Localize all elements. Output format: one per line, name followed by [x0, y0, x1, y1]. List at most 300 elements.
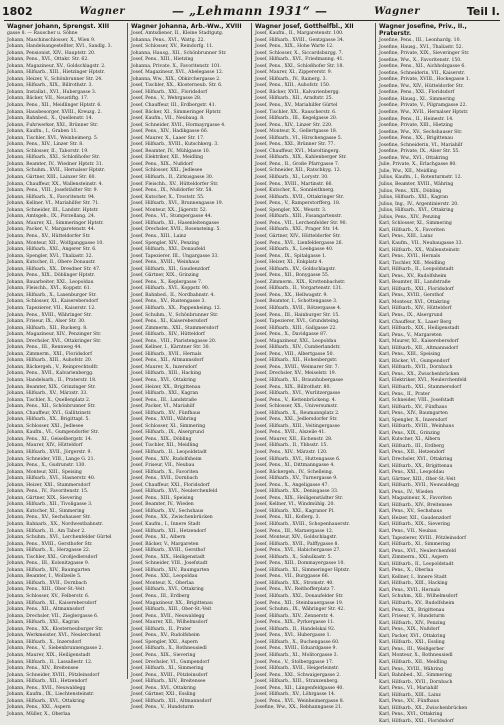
- directory-entry: Josef, Hilfsarb., XV., Sechshaus: [131, 508, 204, 514]
- directory-entry: Johann, Gärtner, XIX., Sievering: [7, 495, 82, 501]
- directory-entry: Josef, Hilfsarb., X., Favoriten: [131, 469, 199, 475]
- directory-entry: Johann, Bäcker, VII., Neustiftg. 17.: [7, 96, 89, 102]
- directory-entry: Josef, Pens., VI., Stumpergasse 44.: [131, 214, 212, 220]
- directory-entry: Josef, Hilfsarb., XIV., Baumgarten: [131, 567, 210, 573]
- directory-entry: Johann, Fuhrwerker, XXI., Brünner Str.: [7, 122, 99, 128]
- directory-entry: Josef, Pens., XVI., Lienfeldergasse 26.: [255, 240, 344, 246]
- directory-entry: Karl, Pens., XII., Hetzendorf: [379, 450, 445, 456]
- directory-entry: Johann, Pens., III., Rennweg 44.: [7, 345, 82, 351]
- directory-entry: Johann, Bahnbed., X., Quellenstr. 14.: [7, 116, 93, 122]
- directory-entry: Josef, Beamter, IV., Wieden: [131, 502, 194, 508]
- directory-entry: Johann, Tischler, XVI., Weinheimerg. 5.: [7, 135, 99, 141]
- directory-entry: Josef, Tischler, XX., Klosterneub. Str. 6.: [131, 83, 223, 89]
- directory-entry: Johann, Magazineur, XV., Goldschlagstr. 2.: [7, 63, 106, 69]
- directory-entry: Johann, Hilfsarb., XXI., Angerer Str. 6.: [7, 247, 97, 253]
- directory-entry: Johann, Pens., III., Kolonitzgasse 9.: [7, 561, 90, 567]
- directory-entry: Josef, Pens., V., Wehrgasse 28.: [131, 96, 202, 102]
- directory-entry: Karl, Pens., XV., Rudolfsheim: [379, 273, 447, 279]
- directory-entry: Johann, Schlosser, II., Taborstr. 19.: [7, 148, 89, 154]
- directory-entry: Josef, Monteur, XX., Jägerstr. 52.: [131, 207, 208, 213]
- directory-entry: Josef, Schuhm., IX., Währinger Str. 42.: [255, 607, 345, 613]
- directory-entry: Johann, Pens., V., Siebenbrunnengasse 2.: [7, 646, 103, 652]
- directory-entry: Josef, Pens., XXI., Leopoldau: [131, 574, 198, 580]
- directory-entry: Johann, Hilfsarb., XX., Brigittapl. 5.: [7, 417, 90, 423]
- directory-entry: Josef, Pens., XII., Koflerg. 3.: [255, 515, 321, 521]
- directory-entry: Josef, Pens., XVII., Alszeile 41.: [255, 430, 326, 436]
- directory-entry: Josefine, Schneiderin, VI., Mariahilf: [379, 142, 463, 148]
- directory-entry: Karl, Tapezierer, XVIII., Pötzleinsdorf: [379, 535, 466, 541]
- directory-entry: Johann, Kellner, VI., Mariahilfer Str. 71.: [7, 201, 100, 207]
- directory-entry: Josef, Kellner, VI., Windmühlg. 20.: [255, 502, 335, 508]
- directory-entry: Karl, Hilfsarb., XIV., Penzing: [379, 620, 446, 626]
- directory-entry: Johann, Hilfsarb., XII., Ruckerg. 8.: [7, 325, 88, 331]
- directory-entry: Josef, Hilfsarb., XV., Löhrgasse 14.: [255, 692, 336, 698]
- directory-entry: Josef, Hilfsarb., XII., Hetzendorf: [131, 528, 206, 534]
- directory-entry: Johann, Friseur, IX., Alser Str. 30.: [7, 319, 86, 325]
- directory-entry: Josef, Hilfsarb., X., Buchengasse 60.: [255, 639, 340, 645]
- directory-entry: Josef, Gärtner, XXI., Essling: [131, 692, 196, 698]
- directory-entry: Josef, Hilfsarb., XV., Turnergasse 9.: [255, 476, 338, 482]
- directory-entry: Josef, Pens., XVIII., Weimarer Str. 7.: [255, 364, 340, 370]
- directory-entry: Josef, Chauffeur, XVI., Maroltingerg.: [255, 148, 341, 154]
- directory-entry: Karl, Hilfsarb., XIX., Sievering: [379, 522, 450, 528]
- directory-entry: Josef, Kaufm., I., Innere Stadt: [131, 522, 201, 528]
- directory-entry: Johann, Pens., XIV., Breitensee: [7, 666, 79, 672]
- directory-entry: Josef, Pens., XVI., Ottakring: [131, 685, 196, 691]
- directory-entry: Johann, Hilfsarb., XVII., Jörgerstr. 9.: [7, 450, 92, 455]
- directory-entry: Johann, Pens., XI., Geiselbergstr. 14.: [7, 436, 93, 442]
- directory-entry: Josef, Pens., VIII., Piaristengasse 20.: [131, 338, 217, 344]
- directory-entry: Karl, Pens., XX., Zwischenbrücken: [379, 371, 460, 377]
- directory-entry: Josef, Gärtner, XIX., Grinzing: [131, 273, 199, 279]
- directory-entry: Josef, Pens., XVI., Habichergasse 27.: [255, 548, 341, 554]
- directory-entry: Josef, Hilfsarb., XI., Molitorgasse 3.: [255, 652, 339, 658]
- directory-entry: Karl, Hilfsarb., XI., Simmering: [379, 542, 451, 548]
- directory-entry: Josef, Kutscher, X., Sonnleithnerg.: [255, 188, 335, 194]
- directory-entry: Josef, Hilfsarb., II., Handelskai 92.: [255, 626, 336, 632]
- directory-entry: Johann, Pens., XII., Altmannsdorf: [7, 607, 85, 613]
- directory-entry: Karl, Pens., V., Margareten: [379, 332, 442, 338]
- directory-entry: Josef, Pens., VII., Lerchenfelder Str. 90.: [255, 220, 348, 226]
- directory-entry: Johann, Schuhm., XVI., Lerchenfelder Gürtel: [7, 535, 112, 541]
- directory-entry: Josef, Drechsler, XVII., Rosensteing. 5.: [131, 227, 221, 233]
- column-head: Wagner Josef, Gotthelfbl., XII: [255, 23, 354, 30]
- directory-entry: Johanna, Hausg., XII., Schönbrunner Str.: [131, 50, 227, 56]
- directory-entry: Johann, Hilfsarb., XIV., Baumgarten: [7, 567, 91, 573]
- directory-entry: Josef, Pens., XX., Zwischenbrücken: [131, 515, 213, 521]
- directory-entry: Johann, Kutscher, XI., Simmering: [7, 508, 85, 514]
- directory-entry: Johann, Heizer, XXI., Stammersdorf: [7, 482, 91, 488]
- directory-entry: Johann, Schneider, VIII., Lange G. 21.: [7, 456, 95, 462]
- directory-entry: Josef, Hilfsarb., XVIII., Gentzgasse 34.: [255, 37, 345, 43]
- directory-entry: Karl, Schuhm., XII., Wilhelmsdorf: [379, 594, 458, 600]
- directory-entry: Josefine, Pens., XXI., Floridsdorf: [379, 90, 455, 96]
- directory-entry: Karl, Pens., VII., Neubau: [379, 529, 437, 535]
- directory-entry: Josef, Pens., XXI., Schloßhofer Str. 18.: [255, 63, 344, 69]
- directory-entry: Josef, Spengler, XIV., Penzing: [131, 240, 199, 246]
- directory-entry: Karl, Hilfsarb., XII., Meidling: [379, 659, 447, 665]
- directory-entry: Josef, Pens., III., Landstraße: [131, 397, 197, 403]
- directory-entry: Josef, Hilfsarb., XVII., Rötzergasse 4.: [255, 305, 342, 311]
- directory-entry: Josef, Schlosser, XX., Universumstr.: [255, 404, 338, 410]
- directory-entry: Johann, Kaufm., I., Graben 11.: [7, 129, 78, 135]
- directory-entry: Josef, Magazineur, XVI., Abelegasse 12.: [131, 70, 224, 76]
- directory-entry: Josef, Pens., XVII., Neuwaldegg: [131, 613, 205, 619]
- directory-entry: Johann, Hilfsarb., XV., Märzstr. 33.: [7, 391, 88, 397]
- directory-entry: Johann, Müller, X., Oberlaa: [7, 711, 71, 717]
- column-4: [376, 23, 500, 724]
- directory-entry: Johann, Pens., XVII., Kalvarienbergg.: [7, 371, 94, 377]
- directory-entry: Karl, Hilfsarb., XVII., Dornbach: [379, 365, 453, 371]
- directory-entry: Josef, Hilfsarb., XVIII., Schopenhauerstr.: [255, 522, 350, 528]
- directory-entry: Karl, Kutscher, XI., Albern: [379, 437, 441, 443]
- directory-entry: Josef, Pens., XIX., Döbling: [131, 436, 192, 442]
- directory-entry: Josef, Tapezierer, III., Ungargasse 33.: [131, 253, 219, 259]
- directory-entry: Josef, Hilfsarb., XVI., Huttengasse 6.: [255, 456, 341, 462]
- directory-entry: Josef, Pens., X., Davidgasse 87.: [255, 332, 328, 338]
- directory-entry: Johann, Hilfsarb., XII., Hetzendorf: [7, 679, 87, 685]
- directory-entry: Johann, Hilfsarb., XXI., Kagran: [7, 620, 80, 626]
- directory-entry: Josef, Hilfsarb., XX., Denisgasse 33.: [255, 489, 339, 495]
- directory-entry: Josef, Pens., XIV., Rudolfsheim: [131, 456, 202, 462]
- directory-entry: Josef, Pens., XVII., Dornbach: [131, 476, 198, 482]
- directory-entry: Karl, Pens., XVII., Hernals: [379, 587, 441, 593]
- directory-entry: Josef, Pens., XVIII., Martinstr. 66.: [255, 181, 333, 187]
- directory-entry: Johann, Hilfsarb., X., Laxenburger Str.: [7, 292, 97, 298]
- directory-entry: Josef, Pens., XX., Hellwagstr. 9.: [255, 292, 328, 298]
- directory-entry: Josef, Bäcker, XI., Simmeringer Hptstr.: [131, 109, 222, 115]
- header-keyword-left: Wagner: [79, 5, 126, 17]
- directory-entry: Josefine, Pens., III., Leonhardg. 10.: [379, 38, 461, 43]
- directory-entry: Josef, Kaufm., II., Margaretenstr. 100.: [255, 31, 344, 36]
- directory-entry: Johann, Kutscher, II., Obere Donaustr.: [7, 260, 96, 266]
- directory-entry: Johann, Heizer, V., Schönbrunner Str. 24.: [7, 76, 103, 82]
- directory-entry: Josef, Tapezierer, XVI., Grundsteing.: [255, 319, 340, 325]
- directory-entry: Karl, Kellner, I., Innere Stadt: [379, 574, 447, 580]
- directory-entry: Johann, Pens., XIX., Döblinger Hptstr.: [7, 273, 95, 279]
- directory-entry: Josef, Pens., VIII., Albertgasse 50.: [255, 351, 334, 357]
- directory-entry: Johann, Kaufm., VI., Gumpendorfer Str.: [7, 430, 99, 436]
- directory-entry: Josef, Pens., IX., Spitalgasse 1.: [255, 253, 327, 259]
- directory-entry: Johann, Hilfsarb., XII., Tivoligasse 3.: [7, 502, 93, 508]
- directory-entry: Johann, Maurer, XIV., Hütteldorf: [7, 443, 83, 449]
- directory-entry: Josef, Hilfsarb., XII., Altmannsdorf: [131, 698, 212, 704]
- directory-entry: Josef, Hilfsarb., XVIII., Kutschkerg. 3.: [131, 142, 219, 148]
- directory-entry: Josefine, Ww., X., Favoritenstr. 150.: [379, 57, 462, 63]
- directory-entry: Josef, Hilfsarb., X., Rothneusiedl: [131, 646, 207, 652]
- directory-entry: Josef, Pens., XII., Steinbauergasse 19.: [255, 600, 344, 606]
- column-2: [128, 23, 252, 711]
- directory-entry: Karl, Hilfsarb., XVIII., Weinhaus: [379, 424, 454, 430]
- directory-entry: Josef, Pens., XVI., Weinheimergasse 8.: [255, 698, 345, 704]
- directory-entry: Karl, Hilfsarb., XIII., Hacking: [379, 581, 448, 587]
- directory-entry: Johann, Installat., XVI., Hubergasse 3.: [7, 89, 97, 95]
- directory-entry: Karl, Heizer, XII., Gaudenzdorf: [379, 515, 451, 521]
- directory-entry: Johann, Pens., VIII., Josefstädter Str. 9.: [7, 188, 99, 194]
- directory-entry: Josefine, Ww., XVI., Ottakring: [379, 155, 449, 161]
- directory-entry: Karl, Packer, XVI., Ottakring: [379, 633, 446, 639]
- directory-entry: Johann, Tapezierer, VII., Kaiserstr. 12.: [7, 305, 96, 311]
- directory-entry: Josef, Hilfsarb., XVI., Ottakring: [131, 587, 204, 593]
- directory-entry: Josef, Pens., XIV., Märzstr. 120.: [255, 450, 328, 455]
- column-head: Wagner Josefine, Priv., II., Praterstr.: [379, 23, 467, 37]
- directory-entry: Josef, Packer, VI., Mariahilf: [131, 404, 195, 410]
- directory-entry: Johann, Hilfsarb., XVII., Dornbach: [7, 580, 87, 586]
- directory-entry: Johann, Hilfsarb., II., Lassallestr. 12.: [7, 659, 93, 665]
- directory-entry: Karl, Pens., XIX., Nußdorf: [379, 627, 440, 633]
- directory-entry: Johann, Pens., XV., Hütteldorfer Str.: [7, 233, 91, 239]
- directory-entry: Karl, Pens., VI., Mariahilf: [379, 686, 439, 692]
- directory-entry: Josef, Heizer, XX., Brigittenau: [131, 384, 201, 390]
- directory-entry: Julius, Beamter, XVIII., Währing: [379, 182, 454, 188]
- directory-entry: Josef, Pens., XVI., Ottakring: [131, 377, 196, 383]
- directory-entry: Josef, Hilfsarb., VI., Hirschengasse 5.: [255, 135, 343, 141]
- directory-entry: Josef, Beamter, I., Schottengasse 3.: [255, 299, 338, 305]
- directory-entry: Karl, Pens., XIII., Speising: [379, 352, 441, 358]
- directory-entry: Josef, Pens., VII., Burggasse 66.: [255, 574, 330, 580]
- directory-entry: Karl, Bahnbed., XI., Simmering: [379, 673, 452, 679]
- directory-entry: Josefine, Ww., XIV., Hütteldorfer Str.: [379, 83, 464, 89]
- directory-entry: Josef, Friseur, VII., Neubau: [131, 463, 195, 469]
- directory-entry: Josef, Schlosser, XV., Reindorfg. 11.: [131, 44, 214, 50]
- directory-entry: Johanna, Pens., XVI., Wattg. 22.: [131, 37, 205, 43]
- directory-entry: Josef, Drechsler, XV., Meiselstr. 19.: [255, 371, 337, 377]
- page-header: [2, 2, 500, 20]
- directory-entry: Karl, Pens., XIII., Lainz: [379, 234, 433, 240]
- directory-entry: Josef, Pens., XI., Kaiserebersdorf: [131, 319, 208, 325]
- directory-entry: Josef, Hilfsarb., XXI., Floridsdorf: [131, 89, 208, 95]
- directory-entry: Josef, Pens., XII., Bonygasse 55.: [255, 273, 330, 279]
- page-title: — „Lehmann 1931“ —: [171, 4, 328, 18]
- directory-entry: Karl, Hilfsarb., XXI., Stammersdorf: [379, 384, 462, 390]
- directory-entry: Johann, Chauffeur, XVI., Gallitzinstr.: [7, 410, 92, 416]
- column-head: Wagner Johann, Sprengst. XIII: [7, 23, 110, 30]
- directory-entry: Johann, Pens., X., Gudrunstr. 130.: [7, 463, 86, 469]
- directory-entry: Karl, Monteur, X., Rothneusiedl: [379, 653, 453, 659]
- directory-entry: Johann, Schneider, XVIII., Pötzleinsdorf: [7, 672, 100, 678]
- directory-entry: Karl, Drechsler, XVI., Ottakring: [379, 457, 453, 462]
- directory-entry: Johann, Bauarbeiter, XXI., Leopoldau: [7, 279, 94, 285]
- directory-entry: Karl, Schlosser, XI., Simmering: [379, 221, 452, 227]
- columns-container: [4, 23, 500, 724]
- directory-entry: Karl, Tischler, XII., Meidling: [379, 260, 445, 266]
- directory-entry: Josef, Pens., XIX., Heiligenstädter Str.: [255, 495, 344, 501]
- directory-entry: Julius, Pens., XIX., Döbling: [379, 188, 442, 194]
- directory-entry: Josef, Hilfsarb., II., Zirkusgasse 30.: [131, 175, 214, 181]
- directory-entry: Karl, Pens., III., Weißgerber: [379, 646, 445, 652]
- directory-entry: Karl, Pens., X., Oberlaa: [379, 568, 434, 574]
- directory-entry: Josef, Hilfsarb., XI., Hasenleitengasse: [131, 220, 219, 226]
- directory-entry: Josef, Hilfsarb., XI., Braunhubergasse: [255, 377, 343, 383]
- directory-entry: Josef, Hilfsarb., XIII., Ober-St.-Veit: [131, 607, 212, 613]
- directory-entry: Karl, Pens., XIV., Baumgarten: [379, 411, 448, 417]
- directory-entry: Johann, Pens., XIV., Linzer Str. 8.: [7, 142, 84, 148]
- directory-entry: Josef, Pens., V., Ramperstorfferg. 18.: [255, 201, 341, 207]
- directory-entry: Johann, Amtsgeh., IX., Porzellang. 24.: [7, 214, 96, 220]
- directory-entry: Johann, Magazineur, XIV., Penzinger Str.: [7, 332, 102, 338]
- directory-entry: Karl, Elektriker, XVI., Neulerchenfeld: [379, 378, 467, 384]
- directory-entry: Josef, Pens., XII., Altmannsdorf: [131, 358, 204, 364]
- directory-entry: Josef, Monteur, X., Oberlaa: [131, 580, 194, 586]
- directory-entry: Johann, Bahnarb., XX., Nordwestbahnstr.: [7, 522, 104, 528]
- directory-entry: Josef, Hilfsarb., XIV., Hütteldorf: [131, 332, 205, 338]
- directory-entry: Josef, Amtsdiener, II., Kleine Stadtgutg.: [131, 31, 224, 36]
- directory-entry: Karl, Hilfsarb., XXI., Floridsdorf: [379, 718, 454, 724]
- directory-entry: Johann, Pens., XV., Sechshauser Str.: [7, 515, 91, 521]
- directory-entry: Johann, Pens., XII., Meidlinger Hptstr. 6.: [7, 103, 102, 109]
- directory-entry: Josef, Pens., XIX., Pyrkergasse 11.: [255, 620, 335, 626]
- directory-entry: Josef, Hilfsarb., XIII., Gallgasse 22.: [255, 325, 337, 331]
- directory-entry: Karl, Hilfsarb., XIX., Heiligenstadt: [379, 326, 460, 332]
- directory-entry: Karl, Pens., XVI., Neulerchenfeld: [379, 548, 456, 554]
- directory-entry: Johann, Packer, V., Margaretenstr. 44.: [7, 227, 96, 233]
- directory-entry: Karl, Chauffeur, X., Laaer Berg: [379, 319, 452, 325]
- directory-entry: Josef, Beamter, IV., Mühlgasse 10.: [131, 148, 211, 154]
- directory-entry: Josef, Hilfsarb., X., Sahulkastr. 5.: [255, 554, 333, 560]
- directory-entry: Johann, Hilfsarb., X., Herzgasse 22.: [7, 548, 91, 554]
- directory-entry: Karl, Hilfsarb., II., Leopoldstadt: [379, 267, 454, 273]
- header-keyword-right: Wagner: [374, 5, 420, 17]
- directory-entry: Josef, Magazineur, XX., Brigittenau: [131, 600, 213, 606]
- directory-entry: Julius, Pens., XIV., Penzing: [379, 214, 441, 220]
- directory-entry: Johann, Hilfsarb., XIII., Auhofstr. 20.: [7, 358, 93, 364]
- directory-entry: Karl, Hilfsarb., XXI., Floridsdorf: [379, 286, 454, 292]
- directory-entry: Josef, Pens., XVIII., Weinhaus: [131, 260, 200, 266]
- directory-entry: Josef, Bahnbed., II., Nordbahnstr. 4.: [131, 292, 215, 298]
- directory-entry: Josef, Hilfsarb., XIX., Kahlenberger Str.: [255, 155, 347, 161]
- directory-entry: Josef, Spengler, XX., Wexstr. 3.: [255, 207, 327, 213]
- directory-entry: Josef, Hilfsarb., IX., Alsergrund: [131, 430, 204, 436]
- directory-entry: Johann, Schuhm., XVII., Hernalser Hptstr.: [7, 168, 106, 174]
- directory-entry: Karl, Pens., XIX., Grinzing: [379, 430, 440, 436]
- directory-entry: Johann, Hilfsarb., XVI., Hasnerstr. 40.: [7, 476, 96, 482]
- directory-entry: Josefine, Pens., XX., Brigittenau: [379, 136, 454, 142]
- directory-entry: Karl, Friseur, V., Hundsturm: [379, 614, 445, 620]
- directory-entry: Josef, Pens., II., Große Pfarrgasse 7.: [255, 161, 340, 167]
- directory-entry: Josef, Pens., III., Erdberg: [131, 594, 190, 600]
- directory-entry: Josef, Kellner, I., Kärntner Str. 30.: [131, 345, 211, 351]
- directory-entry: Josef, Pens., XVIII., Währing: [131, 417, 197, 423]
- directory-entry: Josefine, Ww., XX., Rebhanngasse 21.: [255, 705, 343, 711]
- header-rule: [4, 20, 500, 21]
- directory-entry: Josef, Chauffeur, III., Erdbergstr. 41.: [131, 103, 217, 109]
- directory-entry: Josef, Hilfsarb., XXI., Prager Str. 14.: [255, 227, 340, 233]
- directory-entry: Johann, Pens., XXI., Aspern: [7, 705, 71, 711]
- directory-entry: Karl, Pens., XX., Brigittenau: [379, 607, 445, 613]
- directory-entry: Karl, Pens., XVI., Ottakring: [379, 712, 443, 718]
- directory-entry: Karl, Hilfsarb., XX., Zwischenbrücken: [379, 705, 468, 711]
- directory-entry: Josef, Tischler, XX., Rauscherstr. 6.: [255, 109, 337, 115]
- directory-entry: Johanna, Ww., XIX., Obkirchergasse 2.: [131, 76, 221, 82]
- directory-entry: Johann, Pens., XII., Schönbrunner Str.: [7, 404, 96, 410]
- directory-entry: Josef, Pens., XIV., Hadikgasse 66.: [131, 129, 209, 135]
- directory-entry: Johann, Hilfsarb., XIX., Billrothstr. 3.: [7, 83, 93, 89]
- directory-entry: Johann, Chauffeur, XX., Wallensteinstr. 4.: [7, 181, 104, 187]
- directory-entry: Josef, Pens., III., Hainburger Str. 15.: [255, 312, 340, 318]
- directory-entry: Josef, Elektriker, XII., Meidling: [131, 155, 204, 161]
- directory-entry: Josef, Maurer, XII., Wilhelmsdorf: [131, 620, 208, 626]
- directory-entry: Johann, Beamter, I., Wollzeile 5.: [7, 574, 82, 580]
- directory-entry: Johann, Beamter, XIX., Grinzinger Str.: [7, 384, 96, 390]
- directory-entry: Karl, Pens., XXI., Leopoldau: [379, 470, 445, 476]
- directory-entry: Josef, Schneider, XVII., Hormayrgasse 4.: [131, 122, 226, 128]
- directory-entry: Josef, Pens., XXI., Jedlersdorfer Str.: [255, 417, 338, 423]
- directory-entry: Johann, Hilfsarb., XXI., Schloßhofer Str.: [7, 155, 101, 161]
- directory-entry: Josef, Schlosser, X., Siccardsburgg. 7.: [255, 50, 344, 56]
- directory-entry: Johann, Schlosser, XV., Felberstr. 6.: [7, 594, 90, 600]
- directory-entry: Johann, Maschinschlosser, X., Wien 9.: [7, 37, 96, 43]
- directory-entry: Karl, Magazineur, X., Favoriten: [379, 496, 452, 502]
- directory-entry: Johann, Pens., IV., Favoritenstr. 15.: [7, 489, 89, 495]
- directory-entry: Karl, Pens., IX., Alsergrund: [379, 312, 443, 318]
- directory-entry: Karl, Pens., IV., Wieden: [379, 489, 434, 495]
- directory-entry: Josef, Hilfsarb., XVI., Friedmanng. 41.: [255, 57, 344, 63]
- directory-entry: Josef, Pens., XI., Albern: [131, 535, 186, 541]
- directory-entry: Johann, Hilfsarb., XX., Dresdner Str. 47.: [7, 266, 101, 272]
- directory-entry: Josef, Pens., XXI., Schwaigergasse 2.: [255, 672, 341, 678]
- directory-entry: Karl, Schneider, VIII., Josefstadt: [379, 398, 455, 404]
- directory-entry: Josef, Pens., XIX., Sievering: [131, 652, 196, 658]
- directory-entry: Johann, Pens., XVII., Neuwaldegg: [7, 685, 86, 691]
- directory-entry: Josef, Hilfsarb., XIII., Veitingergasse: [255, 423, 340, 429]
- directory-entry: Johann, Fleischh., XVI., Koppstr. 61.: [7, 286, 92, 292]
- directory-entry: Johann, Drechsler, VII., Zieglergasse 6.: [7, 613, 99, 619]
- directory-entry: Johann, Pens., XVIII., Gersthofer Str.: [7, 541, 93, 547]
- directory-entry: Josef, Spengler, XXI., Aspern: [131, 639, 198, 645]
- directory-entry: Johann, Tischler, X., Quellenplatz 2.: [7, 397, 91, 403]
- directory-entry: Johann, Gärtner, XIII., Lainzer Str. 60.: [7, 175, 96, 181]
- directory-entry: Johann, Monteur, XIII., Speising: [7, 469, 82, 475]
- directory-entry: Josef, Pens., X., Keplergasse 7.: [131, 279, 203, 285]
- directory-entry: Johann, Maurer, XIX., Heiligenstadt: [7, 652, 91, 658]
- directory-entry: Karl, Pens., XVII., Hernals: [379, 254, 441, 260]
- directory-entry: Johann, Hilfsarb., X., Inzersdorf: [7, 639, 82, 645]
- directory-entry: Johann, Pens., XVIII., Währinger Str.: [7, 312, 92, 318]
- directory-entry: Josefine, Hausg., XVI., Thaliastr. 52.: [379, 44, 464, 50]
- directory-entry: Josef, Zimmerm., XIX., Krottenbachstr.: [255, 279, 346, 285]
- directory-entry: Josef, Pens., X., Angeligasse 47.: [255, 482, 329, 488]
- directory-entry: Josef, Monteur, X., Gellertgasse 18.: [255, 129, 338, 135]
- directory-entry: Karl, Hilfsarb., XII., Altmannsdorf: [379, 345, 458, 351]
- directory-entry: Josef, Pens., XIX., Heiligenstadt: [131, 554, 205, 560]
- directory-entry: Josef, Hilfsarb., II., Vorgartenstr. 131.: [255, 286, 343, 292]
- directory-entry: Josef, Hilfsarb., XVI., Wurlitzergasse: [255, 391, 341, 397]
- directory-entry: Josef, Pens., XV., Rustengasse 3.: [131, 299, 206, 305]
- directory-entry: Josef, Kaufm., VII., Neubaug. 8.: [131, 116, 205, 122]
- directory-entry: Karl, Pens., II., Prater: [379, 391, 430, 397]
- directory-entry: Johann, Beamter, IV., Wiedner Hptstr. 31.: [7, 161, 104, 167]
- directory-entry: Johann, Tischler, XXI., Großjedlersdorf: [7, 554, 98, 560]
- directory-entry: Josef, Schneider, XII., Ratschkyg. 12.: [255, 168, 342, 174]
- directory-entry: Josef, Hilfsarb., XX., Stromstr. 40.: [255, 580, 334, 586]
- directory-entry: Josef, Kutscher, X., Troststr. 55.: [131, 194, 205, 200]
- directory-entry: Josef, Tischler, XII., Meidling: [131, 443, 199, 449]
- directory-entry: Josef, Hilfsarb., XIV., Breitensee: [131, 679, 206, 685]
- directory-entry: Josefine, Pens., XII., Aichholzgasse 6.: [379, 64, 466, 70]
- directory-entry: Karl, Hilfsarb., XXI., Essling: [379, 640, 445, 646]
- directory-entry: gasse 8. — Rauscher u. Söhne: [7, 31, 78, 36]
- directory-entry: Josef, Pens., XII., Längenfeldgasse 40.: [255, 685, 344, 691]
- directory-entry: Josef, Hilfsarb., XIV., Zennerstr. 4.: [255, 613, 335, 619]
- directory-entry: Karl, Pens., XVIII., Gersthof: [379, 293, 444, 299]
- directory-entry: Josef, Hilfsarb., III., Kegelgasse 20.: [255, 116, 338, 122]
- directory-entry: Karl, Monteur, XVI., Ottakring: [379, 299, 450, 305]
- directory-entry: Josefine, Private, V., Pilgramgasse 22.: [379, 103, 467, 109]
- directory-entry: Josef, Hilfsarb., XVII., Ottakringer Str.: [255, 194, 345, 200]
- directory-entry: Josefine, Private, IX., Alser Str. 55.: [379, 149, 460, 155]
- directory-entry: Johann, Hilfsarb., II., Am Tabor 2.: [7, 528, 86, 534]
- directory-entry: Julius, Hilfsarb., XXI., Kagran: [379, 195, 448, 201]
